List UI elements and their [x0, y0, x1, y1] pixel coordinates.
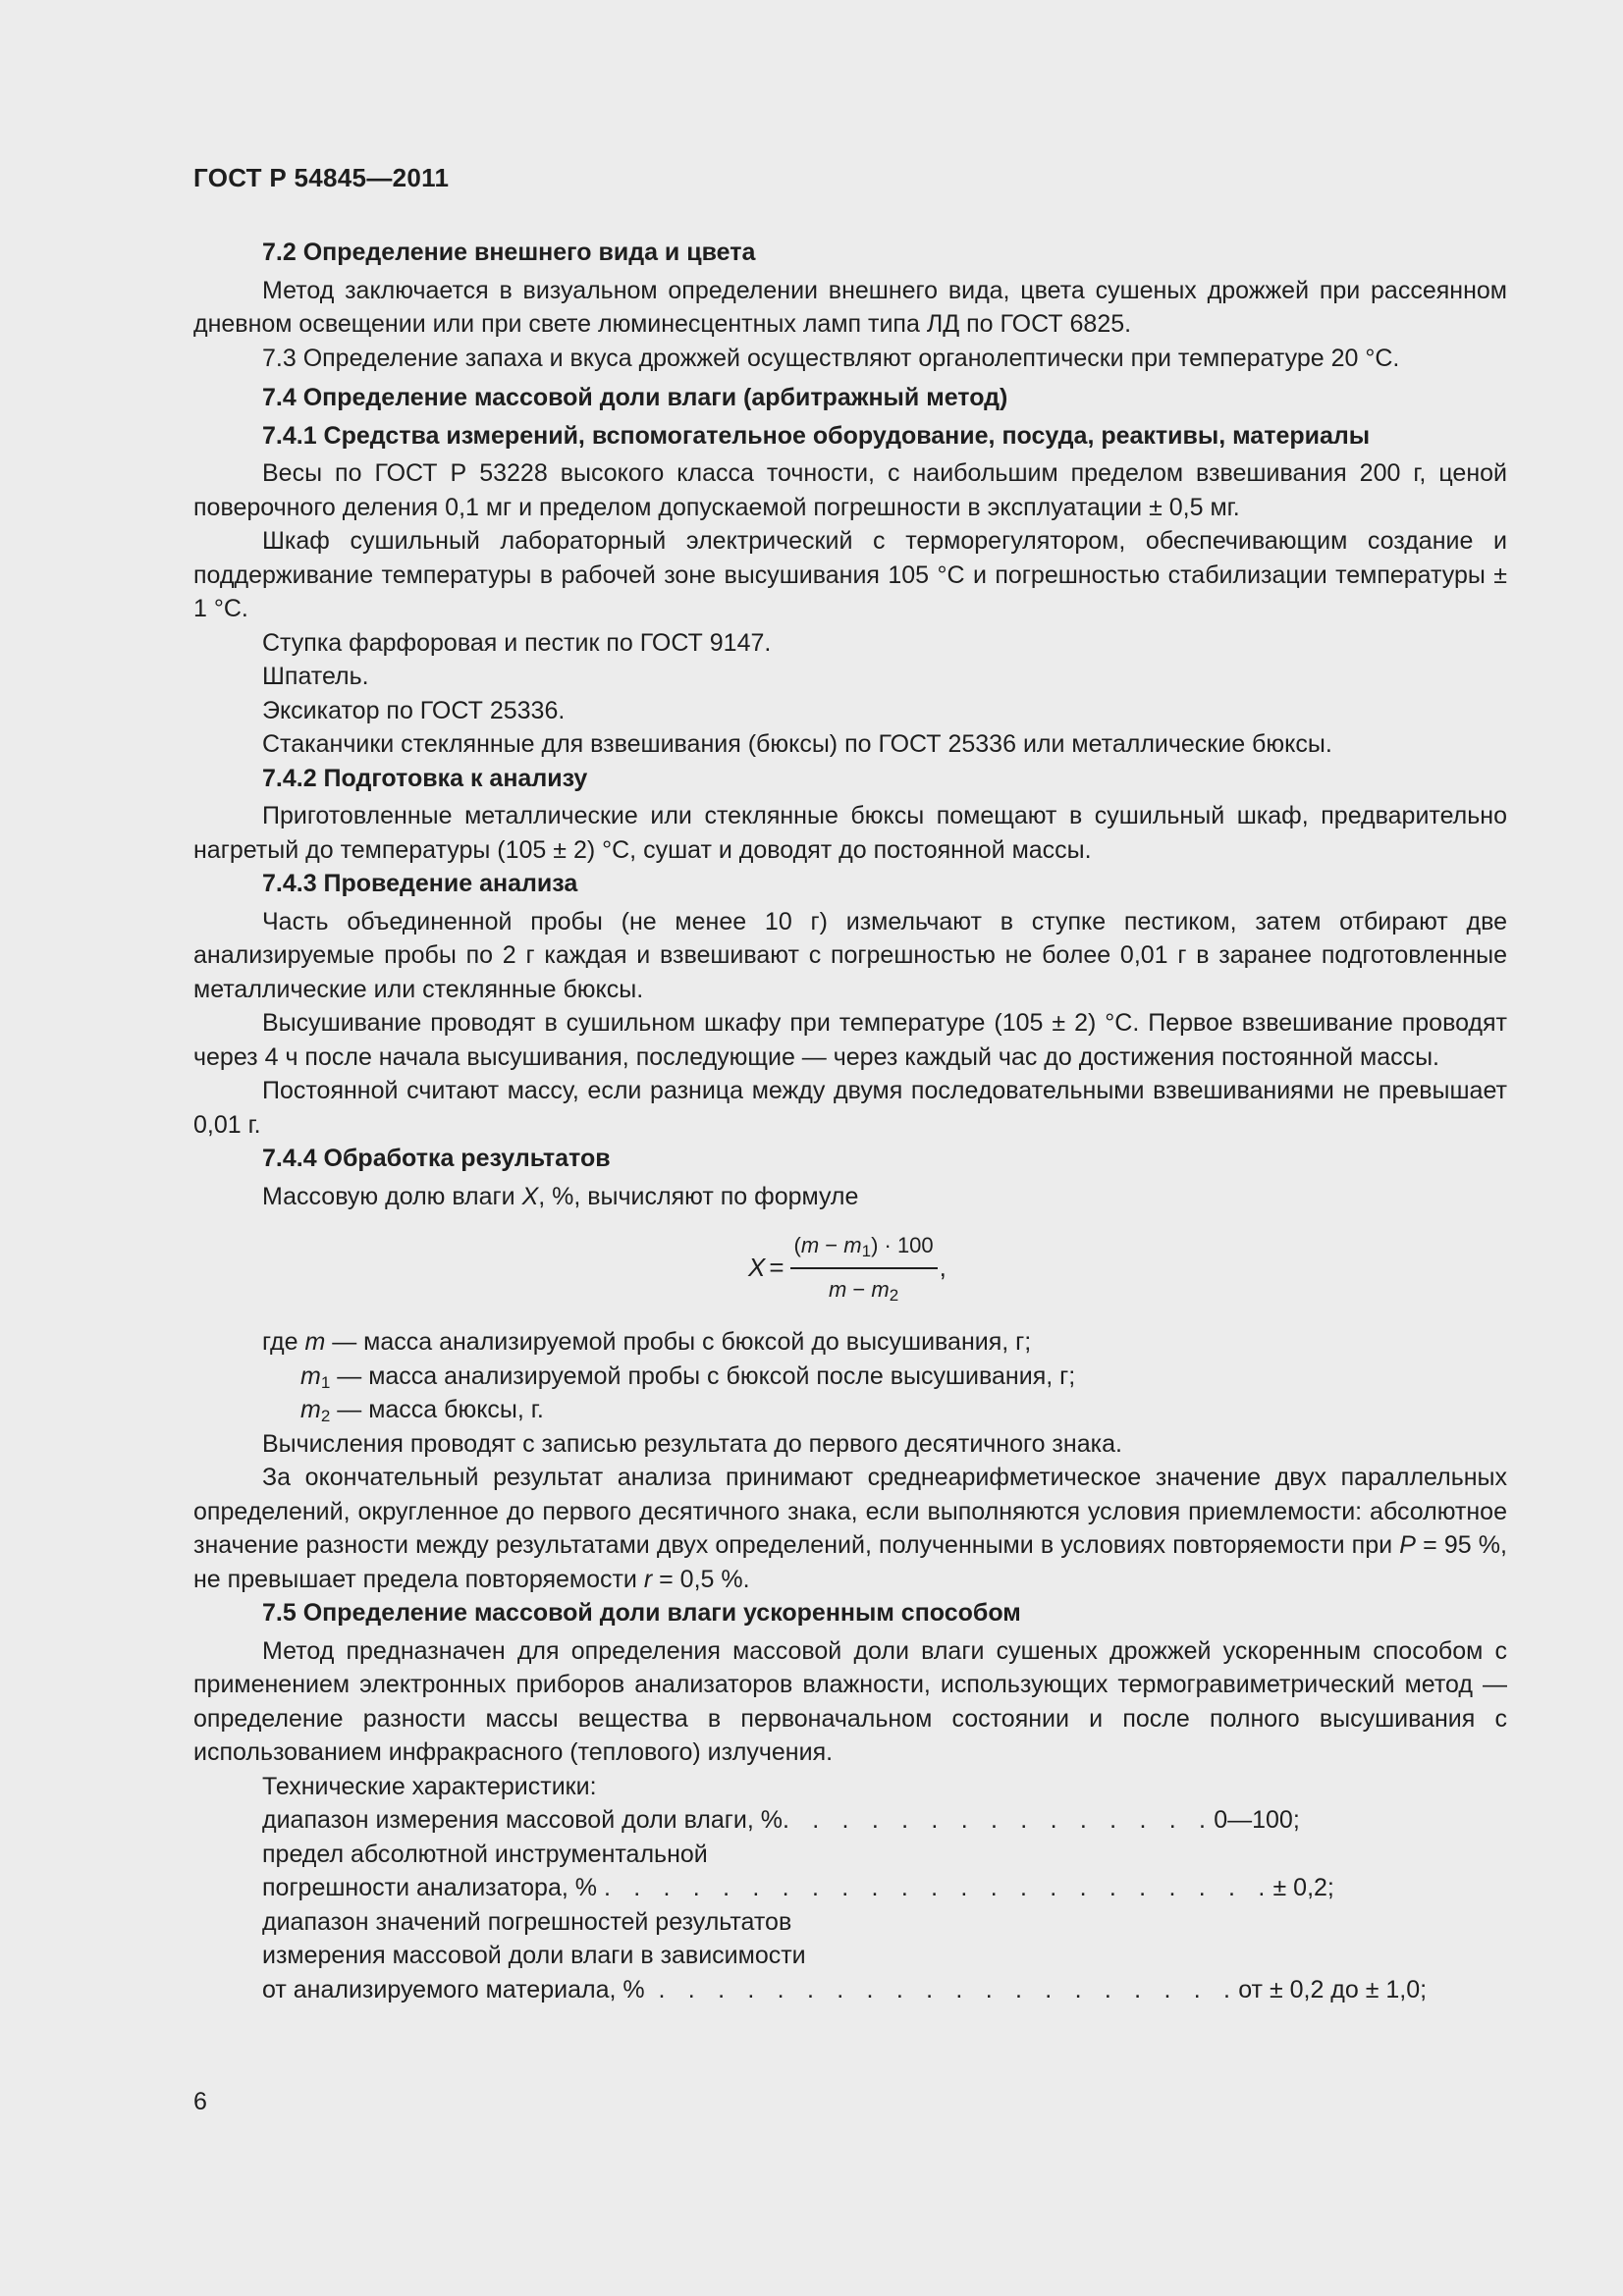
document-body: [193, 236, 1507, 2006]
paragraph: Постоянной считают массу, если разница между двумя последовательными взвешиваниями не превышает 0,01 г.: [193, 1077, 1507, 1139]
section-7-4-3-title: 7.4.3 Проведение анализа: [262, 870, 578, 897]
formula: X = $\frac{(m - m_1) \cdot 100}{m - m_2}$ ,: [193, 1217, 1507, 1319]
paragraph: Стаканчики стеклянные для взвешивания (бюксы) по ГОСТ 25336 или металлические бюксы.: [262, 730, 1332, 758]
paragraph: Вычисления проводят с записью результата до первого десятичного знака.: [262, 1429, 1122, 1458]
page-number: 6: [193, 2088, 207, 2115]
paragraph: Эксикатор по ГОСТ 25336.: [262, 696, 566, 724]
paragraph: 7.3 Определение запаха и вкуса дрожжей осуществляют органолептически при температуре 20 °С.: [262, 344, 1400, 372]
paragraph: Технические характеристики:: [262, 1772, 597, 1800]
paragraph: Весы по ГОСТ Р 53228 высокого класса точности, с наибольшим пределом взвешивания 200 г, ценой поверочного деления 0,1 мг и пределом допускаемой погрешности в эксплуатации ± 0,5 мг.: [193, 459, 1507, 521]
variable-definition: $m_2$ — масса бюксы, г.: [300, 1396, 544, 1425]
section-7-5-title: 7.5 Определение массовой доли влаги ускоренным способом: [262, 1599, 1021, 1627]
spec-row: диапазон измерения массовой доли влаги, % . . . . . . . . . . . . . . . 0—100;: [262, 1806, 1300, 1834]
paragraph: Метод заключается в визуальном определении внешнего вида, цвета сушеных дрожжей при рассеянном дневном освещении или при свете люминесцентных ламп типа ЛД по ГОСТ 6825.: [193, 276, 1507, 338]
paragraph: Шкаф сушильный лабораторный электрический с терморегулятором, обеспечивающим создание и поддерживание температуры в рабочей зоне высушивания 105 °С и погрешностью стабилизации температуры ± 1 °С.: [193, 527, 1507, 622]
document-header: ГОСТ Р 54845—2011: [193, 163, 450, 192]
paragraph: Приготовленные металлические или стеклянные бюксы помещают в сушильный шкаф, предварительно нагретый до температуры (105 ± 2) °С, сушат и доводят до постоянной массы.: [193, 802, 1507, 864]
spec-row-line: измерения массовой доли влаги в зависимости: [262, 1942, 806, 1969]
section-7-4-1-title: 7.4.1 Средства измерений, вспомогательное оборудование, посуда, реактивы, материалы: [262, 421, 1371, 450]
formula-lhs: X: [748, 1253, 766, 1283]
section-7-2-title: 7.2 Определение внешнего вида и цвета: [262, 239, 756, 266]
variable-definition: где m — масса анализируемой пробы с бюксой до высушивания, г;: [262, 1328, 1032, 1356]
paragraph: Ступка фарфоровая и пестик по ГОСТ 9147.: [262, 628, 772, 657]
formula-denominator: $m - m_2$: [828, 1276, 899, 1305]
paragraph: Шпатель.: [262, 663, 369, 690]
paragraph: Метод предназначен для определения массовой доли влаги сушеных дрожжей ускоренным способом с применением электронных приборов анализаторов влажности, использующих термогравиметрический метод — определение разности массы вещества в первоначальном состоянии и после полного высушивания с использованием инфракрасного (теплового) излучения.: [193, 1636, 1507, 1766]
formula-fraction: [790, 1229, 938, 1307]
spec-row: от анализируемого материала, % . . . . . . . . . . . . . . . . . . . . от ± 0,2 до ± 1,0;: [262, 1975, 1428, 2003]
paragraph: Высушивание проводят в сушильном шкафу при температуре (105 ± 2) °С. Первое взвешивание проводят через 4 ч после начала высушивания, последующие — через каждый час до достижения постоянной массы.: [193, 1009, 1507, 1071]
paragraph: Часть объединенной пробы (не менее 10 г) измельчают в ступке пестиком, затем отбирают две анализируемые пробы по 2 г каждая и взвешивают с погрешностью не более 0,01 г в заранее подготовленные металлические или стеклянные бюксы.: [193, 907, 1507, 1003]
formula-numerator: $(m - m_1) \cdot 100$: [790, 1229, 938, 1269]
paragraph: За окончательный результат анализа принимают среднеарифметическое значение двух параллельных определений, округленное до первого десятичного знака, если выполняются условия приемлемости: абсолютное значение разности между результатами двух определений, полученными в условиях повторяемости при P = 95 %, не превышает предела повторяемости r = 0,5 %.: [193, 1464, 1507, 1593]
paragraph: Массовую долю влаги X, %, вычисляют по формуле: [262, 1182, 859, 1210]
spec-row-line: диапазон значений погрешностей результатов: [262, 1907, 792, 1936]
spec-row: погрешности анализатора, % . . . . . . . . . . . . . . . . . . . . . . . ± 0,2;: [262, 1874, 1334, 1901]
section-7-4-title: 7.4 Определение массовой доли влаги (арбитражный метод): [262, 384, 1008, 411]
spec-row-line: предел абсолютной инструментальной: [262, 1840, 708, 1868]
variable-definition: $m_1$ — масса анализируемой пробы с бюксой после высушивания, г;: [300, 1362, 1076, 1392]
section-7-4-4-title: 7.4.4 Обработка результатов: [262, 1145, 611, 1172]
section-7-4-2-title: 7.4.2 Подготовка к анализу: [262, 764, 588, 792]
